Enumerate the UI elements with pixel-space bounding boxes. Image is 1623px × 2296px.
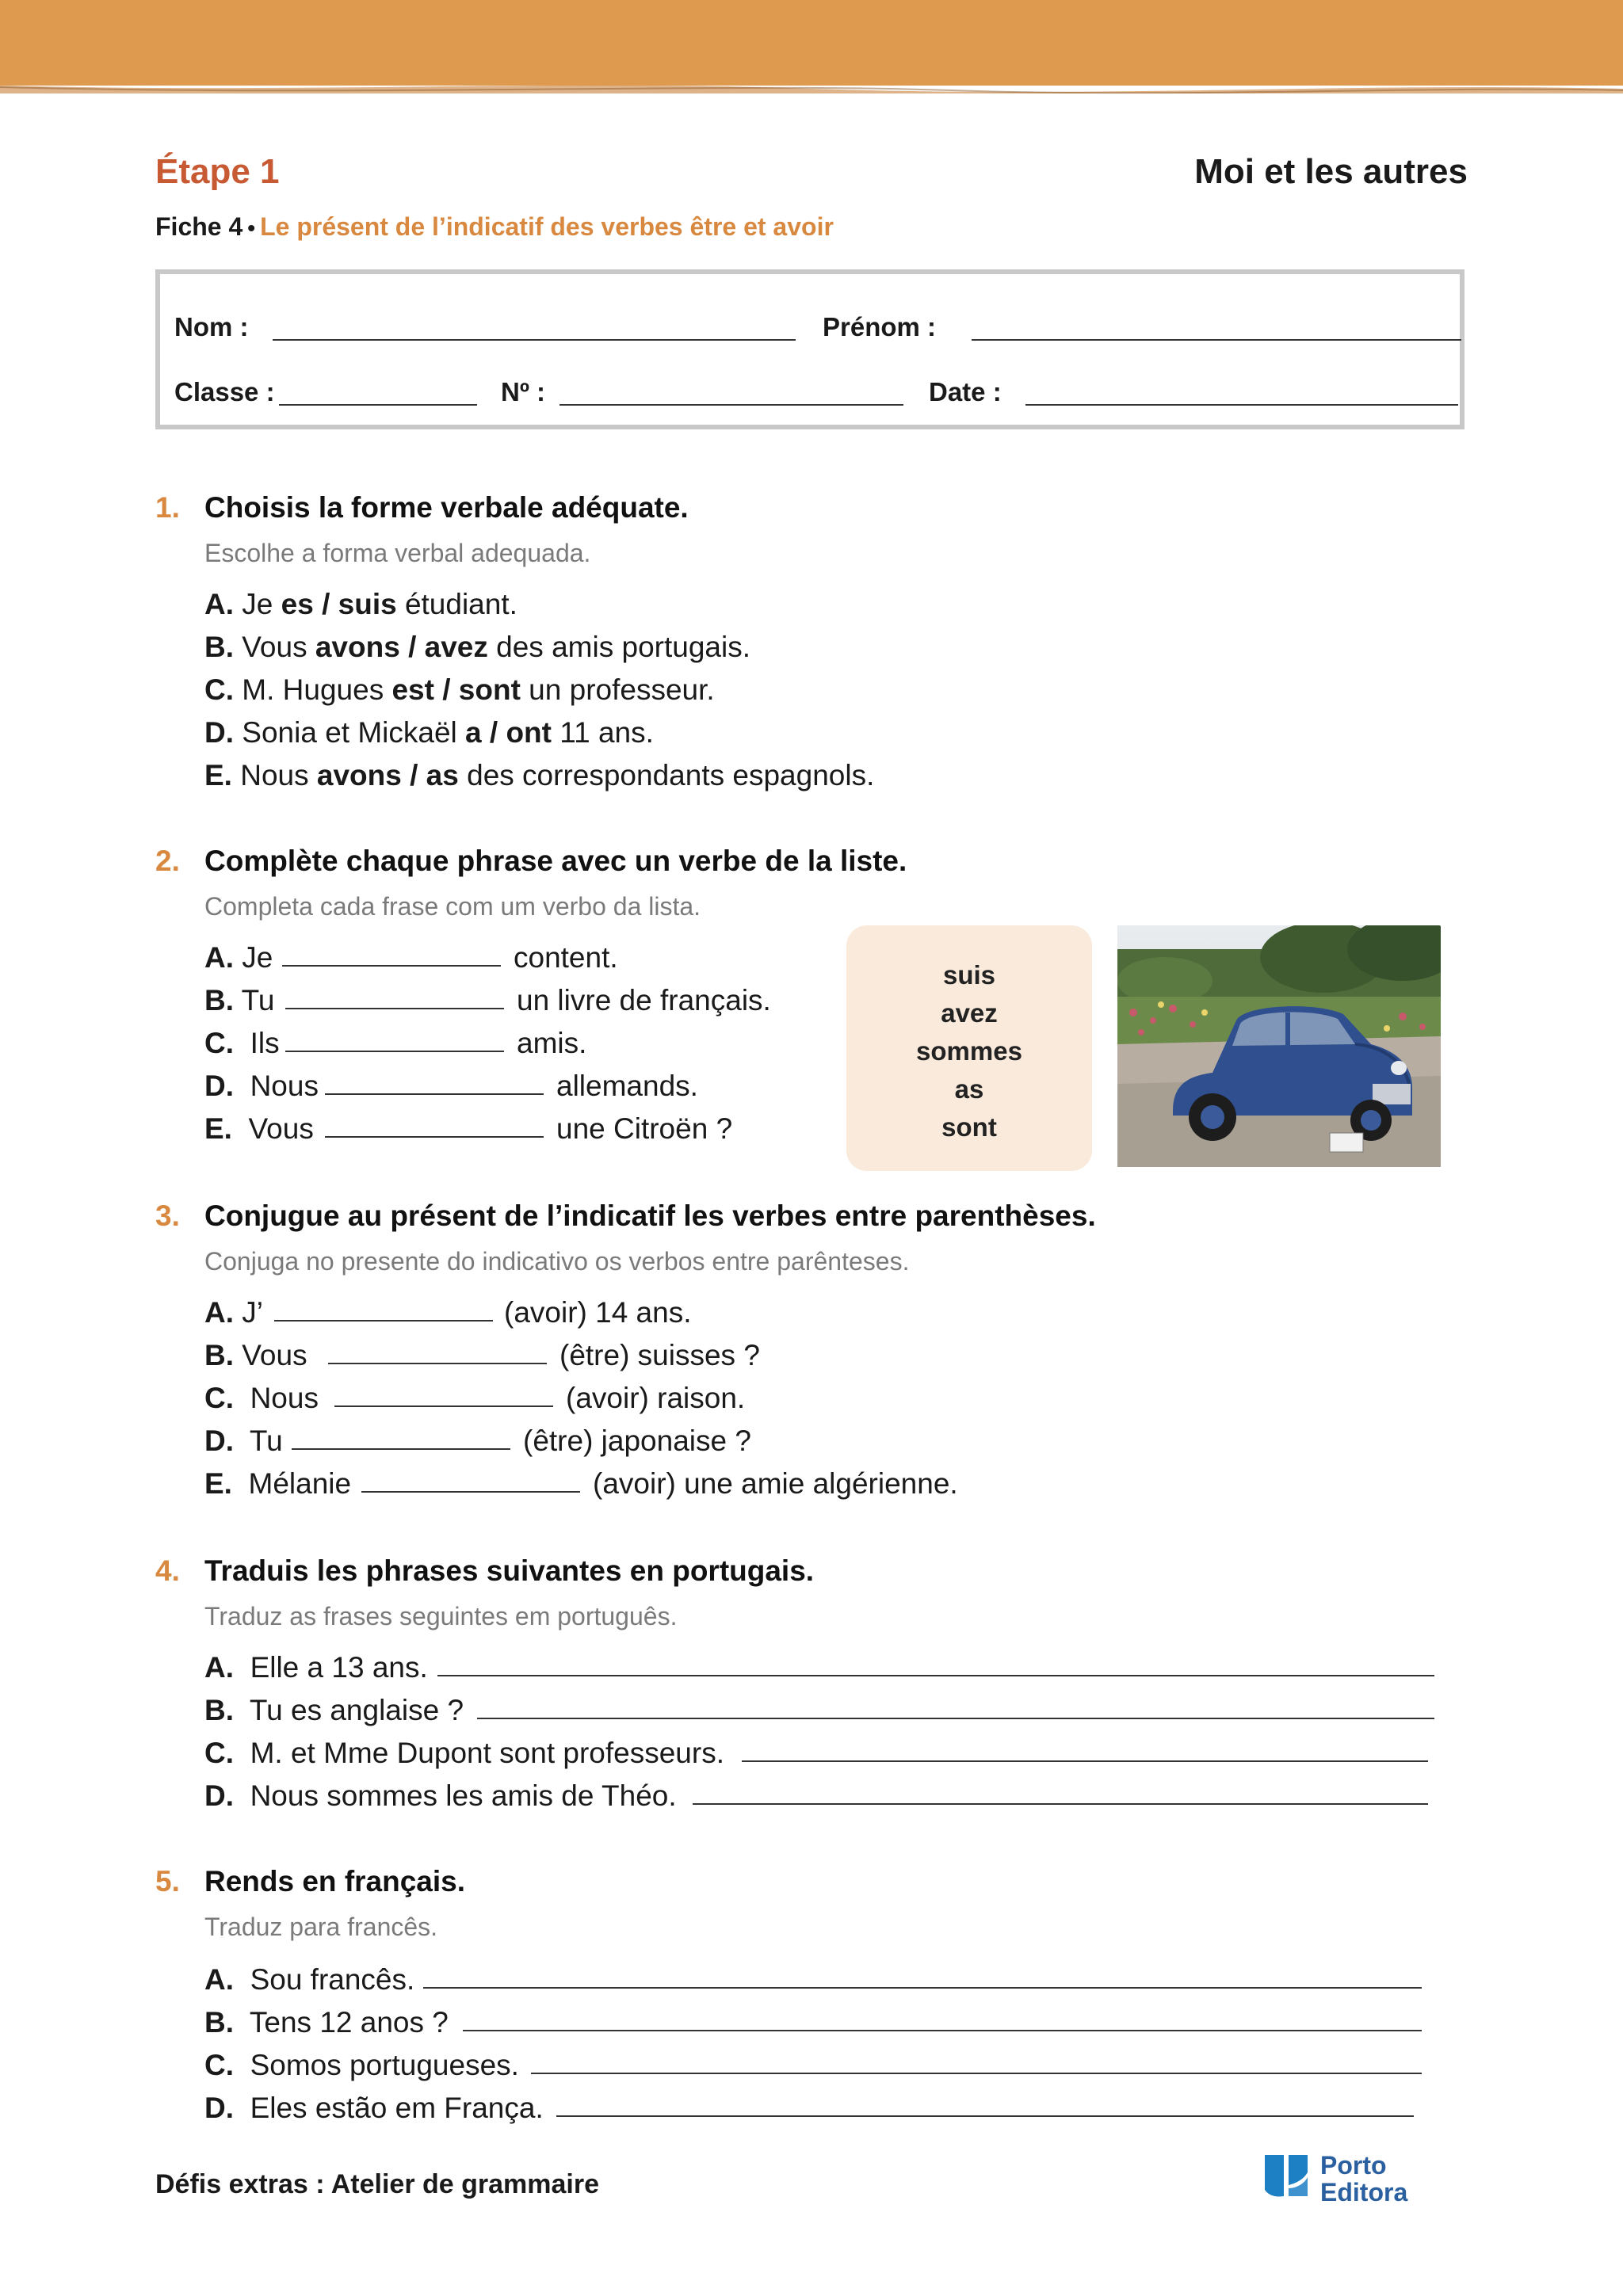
exercise-4-item-c: C. M. et Mme Dupont sont professeurs. (204, 1737, 724, 1769)
choice-options[interactable]: avons / as (316, 759, 459, 791)
prenom-field[interactable] (972, 339, 1461, 341)
blank-line[interactable] (285, 1051, 504, 1052)
blank-line[interactable] (361, 1491, 580, 1493)
exercise-4-number: 4. (155, 1554, 180, 1587)
choice-options[interactable]: est / sont (391, 673, 521, 706)
choice-options[interactable]: avons / avez (315, 631, 488, 663)
exercise-3-item-c: C. Nous (204, 1382, 319, 1414)
blank-line[interactable] (325, 1093, 544, 1095)
word-list-item: as (954, 1074, 984, 1104)
student-info-box (155, 269, 1465, 429)
exercise-2-number: 2. (155, 845, 180, 877)
blank-line[interactable] (282, 965, 501, 967)
stage-title: Étape 1 (155, 152, 280, 191)
exercise-2-item-c: C. Ils (204, 1027, 280, 1059)
answer-line[interactable] (463, 2030, 1422, 2031)
answer-line[interactable] (742, 1760, 1428, 1762)
blank-line[interactable] (334, 1405, 553, 1407)
exercise-3-item-e: E. Mélanie (204, 1467, 352, 1500)
exercise-5-item-c: C. Somos portugueses. (204, 2049, 519, 2081)
exercise-3-item-b: B. Vous (204, 1339, 307, 1371)
exercise-3-item-d-end: (être) japonaise ? (523, 1425, 751, 1457)
exercise-5-item-b: B. Tens 12 anos ? (204, 2006, 449, 2039)
exercise-1-item: D. Sonia et Mickaël a / ont 11 ans. (204, 716, 654, 749)
choice-options[interactable]: a / ont (465, 716, 552, 749)
answer-line[interactable] (556, 2115, 1414, 2117)
exercise-1-item: C. M. Hugues est / sont un professeur. (204, 673, 715, 706)
exercise-1-item: B. Vous avons / avez des amis portugais. (204, 631, 750, 663)
unit-title: Moi et les autres (1194, 152, 1468, 191)
exercise-1-subtitle: Escolhe a forma verbal adequada. (204, 539, 591, 567)
answer-line[interactable] (477, 1718, 1434, 1719)
exercise-3-title: Conjugue au présent de l’indicatif les verbes entre parenthèses. (204, 1199, 1096, 1232)
exercise-1-item: E. Nous avons / as des correspondants espagnols. (204, 759, 875, 791)
exercise-3-item-a: A. J’ (204, 1296, 264, 1329)
word-list-item: sont (941, 1112, 997, 1142)
sheet-topic: Le présent de l’indicatif des verbes être et avoir (260, 212, 834, 241)
word-list-box (846, 925, 1092, 1171)
numero-label: Nº : (501, 377, 546, 406)
exercise-5-item-d: D. Eles estão em França. (204, 2092, 544, 2124)
exercise-3-item-d: D. Tu (204, 1425, 283, 1457)
exercise-5-item-a: A. Sou francês. (204, 1963, 415, 1996)
blank-line[interactable] (285, 1008, 504, 1009)
blank-line[interactable] (292, 1448, 510, 1450)
answer-line[interactable] (693, 1803, 1428, 1805)
exercise-5-number: 5. (155, 1865, 180, 1897)
exercise-2-item-c-end: amis. (517, 1027, 587, 1059)
exercise-3-item-e-end: (avoir) une amie algérienne. (593, 1467, 958, 1500)
exercise-3-item-c-end: (avoir) raison. (566, 1382, 746, 1414)
exercise-5-title: Rends en français. (204, 1865, 466, 1897)
exercise-4-item-a: A. Elle a 13 ans. (204, 1651, 428, 1684)
nom-field[interactable] (273, 339, 796, 341)
logo-text-editora: Editora (1320, 2178, 1408, 2206)
exercise-4-subtitle: Traduz as frases seguintes em português. (204, 1602, 678, 1630)
sheet-heading (155, 212, 834, 242)
exercise-2-item-b-end: un livre de français. (517, 984, 771, 1016)
porto-editora-logo (1265, 2149, 1431, 2209)
exercise-2-item-e-end: une Citroën ? (556, 1112, 733, 1145)
exercise-2-item-d-end: allemands. (556, 1070, 698, 1102)
logo-text-porto: Porto (1320, 2151, 1387, 2180)
exercise-3-number: 3. (155, 1199, 180, 1232)
exercise-1-title: Choisis la forme verbale adéquate. (204, 491, 689, 524)
exercise-4-title: Traduis les phrases suivantes en portugais. (204, 1554, 815, 1587)
classe-label: Classe : (174, 377, 275, 406)
choice-options[interactable]: es / suis (281, 588, 397, 620)
exercise-3-item-a-end: (avoir) 14 ans. (504, 1296, 692, 1329)
exercise-4-item-b: B. Tu es anglaise ? (204, 1694, 464, 1726)
exercise-2-item-e: E. Vous (204, 1112, 314, 1145)
blank-line[interactable] (328, 1363, 547, 1364)
blank-line[interactable] (325, 1136, 544, 1138)
exercise-2-item-b: B. Tu (204, 984, 275, 1016)
top-decorative-band (0, 0, 1623, 93)
date-label: Date : (929, 377, 1002, 406)
exercise-4-item-d: D. Nous sommes les amis de Théo. (204, 1779, 677, 1812)
exercise-2-item-a-end: content. (514, 941, 618, 974)
exercise-1-item: A. Je es / suis étudiant. (204, 588, 517, 620)
answer-line[interactable] (437, 1675, 1434, 1676)
date-field[interactable] (1025, 404, 1458, 406)
citroen-car-photo (1117, 925, 1441, 1167)
exercise-3-item-b-end: (être) suisses ? (559, 1339, 760, 1371)
nom-label: Nom : (174, 312, 249, 341)
exercise-2-subtitle: Completa cada frase com um verbo da lista. (204, 892, 701, 921)
blank-line[interactable] (274, 1320, 493, 1322)
footer-note: Défis extras : Atelier de grammaire (155, 2169, 599, 2199)
prenom-label: Prénom : (823, 312, 937, 341)
answer-line[interactable] (531, 2073, 1422, 2074)
exercise-5-subtitle: Traduz para francês. (204, 1913, 438, 1941)
word-list-item: sommes (916, 1036, 1022, 1066)
exercise-2-title: Complète chaque phrase avec un verbe de la liste. (204, 845, 907, 877)
sheet-bullet: • (247, 215, 256, 240)
answer-line[interactable] (423, 1987, 1422, 1989)
sheet-label: Fiche 4 (155, 212, 243, 241)
word-list-item: suis (942, 960, 996, 990)
word-list-item: avez (941, 998, 998, 1028)
exercise-1-number: 1. (155, 491, 180, 524)
classe-field[interactable] (279, 404, 477, 406)
exercise-2-item-a: A. Je (204, 941, 273, 974)
exercise-2-item-d: D. Nous (204, 1070, 319, 1102)
numero-field[interactable] (559, 404, 903, 406)
exercise-3-subtitle: Conjuga no presente do indicativo os verbos entre parênteses. (204, 1247, 910, 1276)
